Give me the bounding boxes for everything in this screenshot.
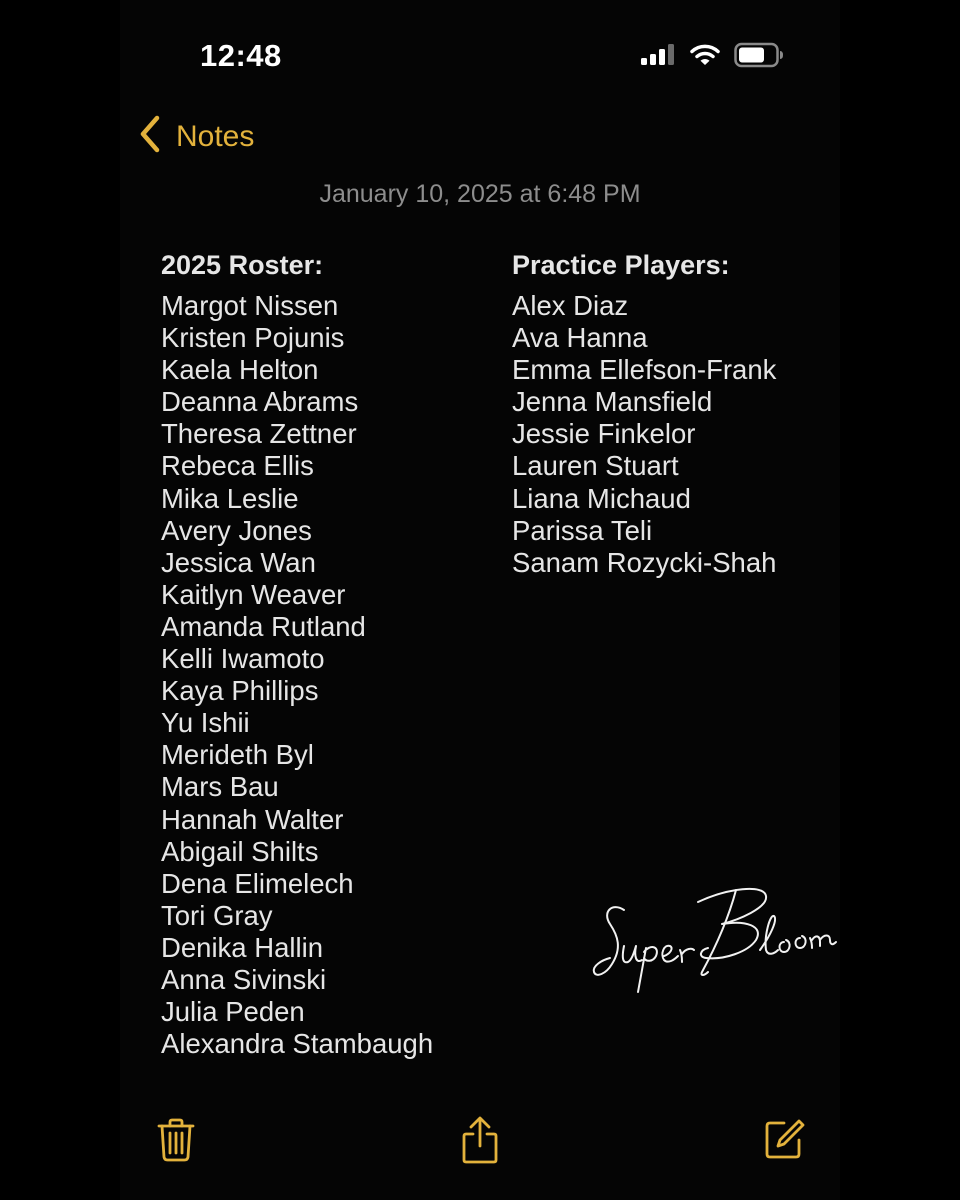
roster-name: Deanna Abrams (161, 386, 359, 418)
roster-name: Kaela Helton (161, 354, 319, 386)
roster-column[interactable] (161, 248, 433, 1060)
compose-note-button[interactable] (760, 1118, 808, 1166)
roster-name: Theresa Zettner (161, 418, 357, 450)
roster-name: Kelli Iwamoto (161, 643, 325, 675)
wifi-icon (690, 43, 720, 72)
roster-name: Jessica Wan (161, 546, 316, 578)
battery-icon (734, 42, 784, 73)
roster-name: Yu Ishii (161, 707, 250, 739)
practice-player-name: Emma Ellefson-Frank (512, 354, 777, 386)
roster-name: Kaya Phillips (161, 675, 319, 707)
status-bar (0, 0, 960, 110)
roster-name: Abigail Shilts (161, 835, 319, 867)
practice-players-list (512, 290, 776, 579)
practice-player-name: Jenna Mansfield (512, 386, 713, 418)
roster-name: Mika Leslie (161, 482, 299, 514)
delete-note-button[interactable] (152, 1118, 200, 1166)
roster-name: Kaitlyn Weaver (161, 578, 346, 610)
cellular-signal-icon (640, 44, 676, 71)
roster-name: Hannah Walter (161, 803, 344, 835)
practice-players-heading: Practice Players: (512, 250, 730, 280)
roster-name: Alexandra Stambaugh (161, 1028, 434, 1060)
practice-player-name: Jessie Finkelor (512, 418, 696, 450)
roster-name: Merideth Byl (161, 739, 314, 771)
practice-player-name: Alex Diaz (512, 290, 629, 321)
compose-icon (762, 1118, 806, 1167)
roster-name: Avery Jones (161, 514, 312, 546)
roster-name: Rebeca Ellis (161, 450, 314, 482)
practice-player-name: Liana Michaud (512, 482, 691, 514)
share-note-button[interactable] (456, 1118, 504, 1166)
practice-player-name: Lauren Stuart (512, 450, 679, 482)
roster-name: Margot Nissen (161, 290, 339, 321)
practice-players-column[interactable] (512, 248, 776, 579)
roster-name: Dena Elimelech (161, 867, 354, 899)
status-time: 12:48 (200, 38, 282, 73)
roster-name: Denika Hallin (161, 931, 324, 963)
roster-name: Mars Bau (161, 771, 279, 803)
roster-name: Julia Peden (161, 996, 305, 1028)
roster-heading: 2025 Roster: (161, 250, 324, 280)
chevron-left-icon (138, 114, 162, 159)
back-label: Notes (176, 119, 255, 153)
roster-name: Amanda Rutland (161, 610, 366, 642)
roster-name: Tori Gray (161, 899, 273, 931)
roster-name: Anna Sivinski (161, 963, 327, 995)
back-to-notes-button[interactable] (138, 114, 254, 159)
roster-name: Kristen Pojunis (161, 322, 345, 354)
status-icons (640, 42, 784, 73)
practice-player-name: Parissa Teli (512, 514, 653, 546)
practice-player-name: Ava Hanna (512, 322, 648, 354)
share-icon (460, 1116, 500, 1169)
note-timestamp: January 10, 2025 at 6:48 PM (319, 180, 641, 208)
practice-player-name: Sanam Rozycki-Shah (512, 546, 777, 578)
super-bloom-signature-logo (588, 880, 840, 996)
trash-icon (156, 1117, 196, 1168)
roster-list (161, 290, 433, 1060)
